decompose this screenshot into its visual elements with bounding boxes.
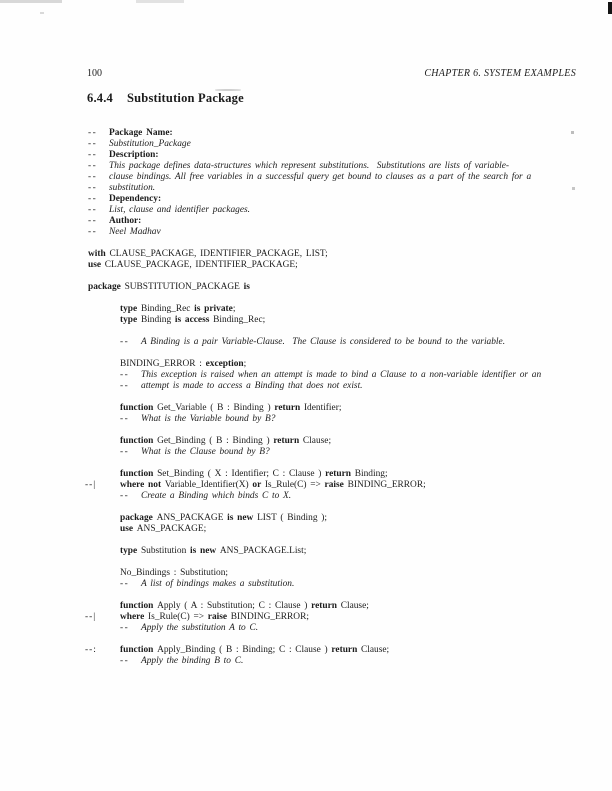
text-segment: Dependency: (109, 194, 162, 204)
text-segment: Clause; (302, 436, 332, 446)
text-segment: use (88, 260, 105, 270)
listing-line (85, 150, 597, 161)
comment-dash-marker: -- (120, 623, 130, 633)
listing-line (85, 139, 597, 150)
text-segment: This package defines data-structures which represent substitutions. Substitutions are lists of variable- (109, 161, 510, 171)
section-title: Substitution Package (127, 91, 244, 105)
text-segment: return (325, 469, 355, 479)
listing-line (85, 304, 597, 315)
comment-dash-marker: -- (120, 447, 130, 457)
comment-dash-marker: -- (88, 150, 98, 160)
blank-line (85, 590, 597, 601)
listing-line (85, 612, 597, 623)
running-title: CHAPTER 6. SYSTEM EXAMPLES (424, 68, 576, 79)
text-segment: A list of bindings makes a substitution. (141, 579, 295, 589)
text-segment: Apply the binding B to C. (141, 656, 244, 666)
comment-dash-marker: -- (120, 491, 130, 501)
text-segment: type (120, 315, 141, 325)
text-segment: where (120, 612, 149, 622)
text-segment: type (120, 304, 141, 314)
text-segment: This exception is raised when an attempt is made to bind a Clause to a non-variable identifier or an (141, 370, 542, 380)
text-segment: Clause; (361, 645, 390, 655)
listing-line (85, 403, 597, 414)
listing-line (85, 524, 597, 535)
comment-dash-marker: -- (88, 139, 98, 149)
text-segment: Binding_Rec (140, 304, 195, 314)
text-segment: Set_Binding ( X : Identifier; C : Clause ) (157, 469, 326, 479)
listing-line (85, 645, 597, 656)
text-segment: is private (194, 304, 233, 314)
listing-line (85, 601, 597, 612)
listing-line (85, 282, 597, 293)
section-heading (87, 91, 244, 106)
comment-dash-marker: -- (120, 381, 130, 391)
text-segment: with (88, 249, 110, 259)
text-segment: Apply the substitution A to C. (141, 623, 259, 633)
text-segment: return (331, 645, 362, 655)
text-segment: or (252, 480, 265, 490)
text-segment: Create a Binding which binds C to X. (141, 491, 292, 501)
text-segment: Apply_Binding ( B : Binding; C : Clause ) (157, 645, 332, 655)
blank-line (85, 535, 597, 546)
listing-line (85, 216, 597, 227)
scan-artifact (0, 0, 62, 3)
text-segment: package (88, 282, 125, 292)
listing-line (85, 656, 597, 667)
listing-line (85, 337, 597, 348)
listing-line (85, 227, 597, 238)
listing-line (85, 194, 597, 205)
comment-dash-marker: -- (88, 194, 98, 204)
text-segment: ; (243, 359, 247, 369)
text-segment: is (243, 282, 250, 292)
blank-line (85, 348, 597, 359)
scan-artifact (40, 12, 44, 14)
text-segment: A Binding is a pair Variable-Clause. The Clause is considered to be bound to the variable. (141, 337, 506, 347)
text-segment: exception (205, 359, 244, 369)
listing-line (85, 370, 597, 381)
text-segment: type (120, 546, 141, 556)
listing-line (85, 359, 597, 370)
listing-line (85, 172, 597, 183)
text-segment: Binding; (354, 469, 388, 479)
text-segment: BINDING_ERROR; (230, 612, 309, 622)
text-segment: Is_Rule(C) => (148, 612, 208, 622)
comment-dash-marker: -- (88, 172, 98, 182)
text-segment: Identifier; (303, 403, 342, 413)
listing-line (85, 161, 597, 172)
listing-line (85, 546, 597, 557)
blank-line (85, 238, 597, 249)
text-segment: What is the Variable bound by B? (141, 414, 276, 424)
text-segment: is new (190, 546, 220, 556)
text-segment: return (273, 436, 303, 446)
text-segment: use (120, 524, 137, 534)
listing-line (85, 205, 597, 216)
scan-artifact (608, 2, 612, 14)
text-segment: Binding (140, 315, 175, 325)
text-segment: Description: (109, 150, 159, 160)
listing-line (85, 183, 597, 194)
listing-line (85, 568, 597, 579)
listing-line (85, 381, 597, 392)
listing-line (85, 579, 597, 590)
comment-dash-marker: -- (120, 414, 130, 424)
text-segment: BINDING_ERROR; (347, 480, 426, 490)
blank-line (85, 425, 597, 436)
comment-dash-marker: -- (88, 205, 98, 215)
text-segment: ; (232, 304, 236, 314)
text-segment: ANS_PACKAGE (156, 513, 228, 523)
text-segment: Get_Binding ( B : Binding ) (157, 436, 274, 446)
blank-line (85, 392, 597, 403)
annotation-gutter-marker: --: (85, 645, 97, 655)
section-number: 6.4.4 (87, 91, 113, 105)
listing-line (85, 623, 597, 634)
comment-dash-marker: -- (88, 227, 98, 237)
annotation-gutter-marker: --| (85, 612, 97, 622)
blank-line (85, 271, 597, 282)
text-segment: return (274, 403, 304, 413)
text-segment: where not (120, 480, 165, 490)
blank-line (85, 634, 597, 645)
text-segment: attempt is made to access a Binding that does not exist. (141, 381, 363, 391)
comment-dash-marker: -- (120, 656, 130, 666)
text-segment: function (120, 403, 158, 413)
text-segment: What is the Clause bound by B? (141, 447, 270, 457)
text-segment: No_Bindings : Substitution; (120, 568, 229, 578)
comment-dash-marker: -- (120, 579, 130, 589)
blank-line (85, 502, 597, 513)
text-segment: Package Name: (109, 128, 173, 138)
text-segment: return (311, 601, 341, 611)
text-segment: Clause; (340, 601, 369, 611)
text-segment: is access (174, 315, 214, 325)
text-segment: Is_Rule(C) => (264, 480, 325, 490)
page-number: 100 (87, 68, 102, 79)
text-segment: LIST ( Binding ); (257, 513, 327, 523)
listing-line (85, 315, 597, 326)
text-segment: ANS_PACKAGE.List; (219, 546, 307, 556)
listing-line (85, 128, 597, 139)
text-segment: SUBSTITUTION_PACKAGE (124, 282, 244, 292)
comment-dash-marker: -- (120, 337, 130, 347)
text-segment: Neel Madhav (109, 227, 161, 237)
annotation-gutter-marker: --| (85, 480, 97, 490)
page-header (87, 68, 576, 79)
text-segment: Binding_Rec; (213, 315, 266, 325)
listing-line (85, 249, 597, 260)
listing-line (85, 480, 597, 491)
text-segment: Author: (109, 216, 142, 226)
blank-line (85, 557, 597, 568)
text-segment: substitution. (109, 183, 156, 193)
text-segment: CLAUSE_PACKAGE, IDENTIFIER_PACKAGE; (104, 260, 298, 270)
comment-dash-marker: -- (88, 128, 98, 138)
text-segment: ANS_PACKAGE; (136, 524, 207, 534)
text-segment: function (120, 469, 158, 479)
blank-line (85, 326, 597, 337)
listing-line (85, 469, 597, 480)
listing-line (85, 436, 597, 447)
text-segment: function (120, 436, 158, 446)
text-segment: Get_Variable ( B : Binding ) (157, 403, 275, 413)
text-segment: function (120, 601, 158, 611)
text-segment: raise (324, 480, 348, 490)
text-segment: List, clause and identifier packages. (109, 205, 250, 215)
text-segment: Apply ( A : Substitution; C : Clause ) (157, 601, 312, 611)
comment-dash-marker: -- (88, 161, 98, 171)
listing-line (85, 260, 597, 271)
listing-line (85, 447, 597, 458)
text-segment: Variable_Identifier(X) (164, 480, 253, 490)
text-segment: package (120, 513, 157, 523)
listing-line (85, 513, 597, 524)
blank-line (85, 458, 597, 469)
text-segment: Substitution_Package (109, 139, 191, 149)
scan-artifact (136, 0, 184, 3)
text-segment: BINDING_ERROR : (120, 359, 206, 369)
blank-line (85, 293, 597, 304)
listing-line (85, 414, 597, 425)
text-segment: function (120, 645, 158, 655)
comment-dash-marker: -- (88, 216, 98, 226)
comment-dash-marker: -- (88, 183, 98, 193)
text-segment: CLAUSE_PACKAGE, IDENTIFIER_PACKAGE, LIST; (109, 249, 328, 259)
text-segment: Substitution (140, 546, 191, 556)
listing-line (85, 491, 597, 502)
comment-dash-marker: -- (120, 370, 130, 380)
code-listing (85, 128, 597, 667)
text-segment: is new (227, 513, 258, 523)
text-segment: clause bindings. All free variables in a successful query get bound to clauses as a part of the search for a (109, 172, 532, 182)
text-segment: raise (207, 612, 231, 622)
